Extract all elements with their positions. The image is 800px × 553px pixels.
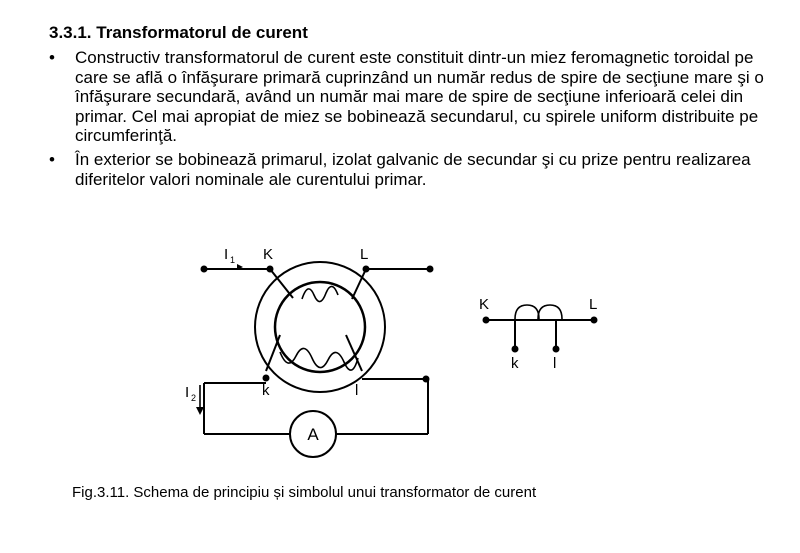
toroid-inner [275, 282, 365, 372]
terminal-primary-in [201, 266, 208, 273]
symbol-winding-arc-1 [515, 305, 539, 319]
label-i1: I [224, 246, 229, 263]
bullet-item-construction [49, 48, 779, 146]
ammeter-label: A [307, 425, 319, 444]
terminal-k [263, 375, 270, 382]
symbol-terminal-L [591, 317, 598, 324]
section-title: 3.3.1. Transformatorul de curent [49, 23, 308, 42]
bullet-list [49, 48, 779, 193]
primary-winding [302, 286, 338, 301]
i2-arrow-head [196, 407, 204, 415]
label-i2-subscript: 2 [191, 393, 197, 403]
bullet-text: Constructiv transformatorul de curent este constituit dintr-un miez feromagnetic toroidal pe care se află o înfăşurare primară cuprinzând un număr redus de spire de secţiune mare şi o înfăşurare secundară, având un număr mai mare de spire de secţiune inferioară celei din primar. Cel mai apropiat de miez se bobinează secundarul, cu spirele uniform distribuite pe circumferinţă. [75, 48, 764, 146]
label-i1-subscript: 1 [230, 255, 236, 265]
figure-caption: Fig.3.11. Schema de principiu și simbolul unui transformator de curent [72, 484, 537, 501]
label-K: K [263, 246, 274, 263]
label-i2: I [185, 384, 190, 401]
symbol-label-k: k [511, 355, 519, 372]
transformer-figure [170, 235, 630, 460]
bullet-marker: • [49, 149, 55, 169]
secondary-winding [280, 348, 358, 370]
terminal-primary-out [427, 266, 434, 273]
symbol-terminal-k [512, 346, 519, 353]
label-k: k [262, 382, 270, 399]
label-L: L [360, 246, 369, 263]
secondary-lead-k [266, 335, 280, 371]
symbol-label-K: K [479, 296, 490, 313]
bullet-text: În exterior se bobinează primarul, izolat galvanic de secundar şi cu prize pentru realizarea diferitelor valori nominale ale curentului primar. [75, 149, 751, 189]
symbol-winding-arc-2 [538, 305, 562, 319]
symbol-terminal-l [553, 346, 560, 353]
symbol-label-l: l [553, 355, 557, 372]
terminal-K [267, 266, 274, 273]
bullet-item-primary [49, 150, 779, 189]
terminal-L [363, 266, 370, 273]
primary-lead-l [352, 269, 366, 299]
secondary-lead-l [346, 335, 362, 371]
symbol-terminal-K [483, 317, 490, 324]
label-l: l [355, 382, 359, 399]
symbol-label-L: L [589, 296, 598, 313]
bullet-marker: • [49, 48, 55, 67]
terminal-l [423, 376, 430, 383]
